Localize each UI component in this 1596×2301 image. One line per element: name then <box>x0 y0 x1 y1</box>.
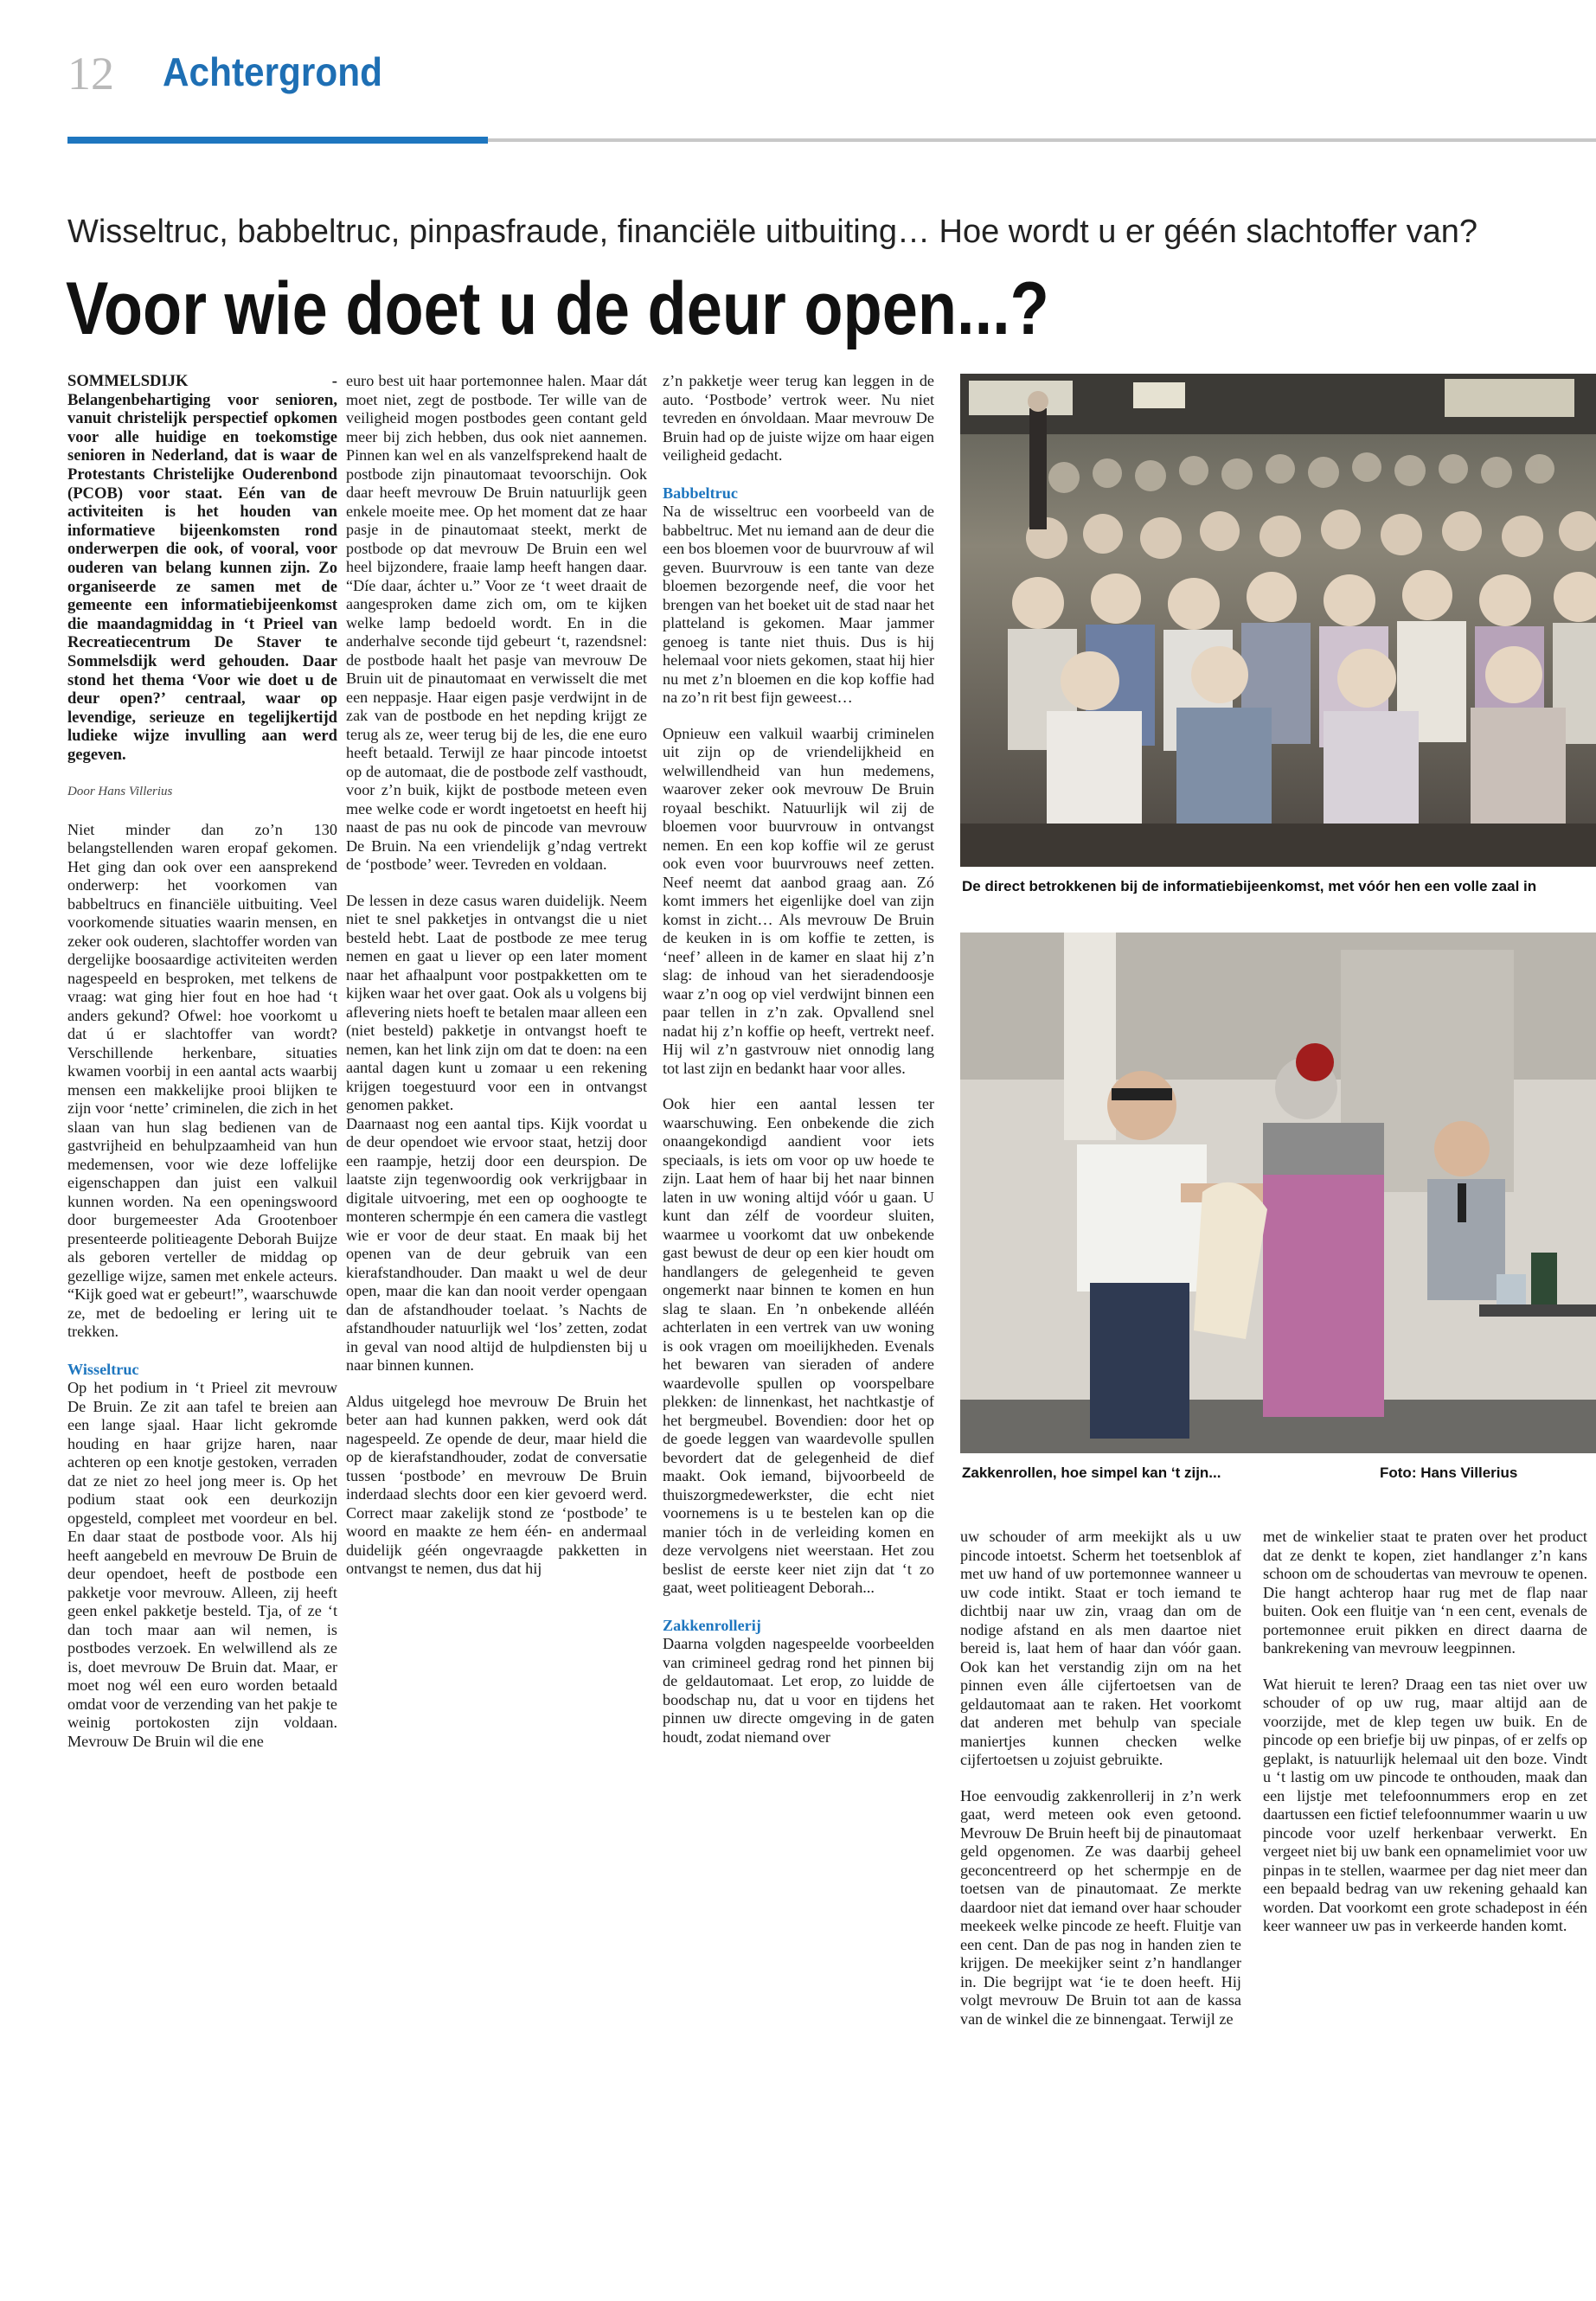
paragraph: Na de wisseltruc een voorbeeld van de babbeltruc. Met nu iemand aan de deur die een bos bloemen voor de buurvrouw af wil geven. Buurvrouw is een tante van deze bloemen bezorgende neef, die voor het brengen van het boeket uit de stad naar het platteland is gekomen. Maar jammer genoeg is tante niet thuis. Dus is hij helemaal voor niets gekomen, staat hij hier nu met z’n bloemen en die kop koffie had na zo’n rit best fijn geweest… <box>663 503 934 706</box>
article-column-2 <box>346 372 647 2275</box>
paragraph: Wat hieruit te leren? Draag een tas niet over uw schouder of op uw rug, maar altijd aan de voorzijde, met de klep tegen uw buik. En de pincode op een briefje bij uw pinpas, of er zelfs op geplakt, is natuurlijk helemaal uit den boze. Vindt u ‘t lastig om uw pincode te onthouden, maak dan een lijstje met telefoonnummers erop en zet daartussen een fictief telefoonnummer waarin u uw pincode voor uzelf herkenbaar verwerkt. En vergeet niet bij uw bank een opnamelimiet voor uw pinpas in te stellen, waarmee per dag niet meer dan een bepaald bedrag van uw rekening gehaald kan worden. Dat voorkomt een grote schadepost in één keer wanneer uw pas in verkeerde handen komt. <box>1263 1675 1587 1934</box>
page-number: 12 <box>67 48 114 99</box>
paragraph: Daarnaast nog een aantal tips. Kijk voordat u de deur opendoet wie ervoor staat, hetzij door een raampje, hetzij door een deurspion. De laatste zijn tegenwoordig ook verkrijgbaar in digitale uitvoering, met een op ooghoogte te monteren schermpje én een camera die vastlegt wie er voor de deur staat. En maak bij het openen van de deur gebruik van een kierafstandhouder. Dan maakt u wel de deur open, maar die kan dan nooit verder opengaan dan de afstandhouder toelaat. ’s Nachts de afstandhouder natuurlijk wel ‘los’ zetten, zodat in geval van nood altijd de hulpdiensten bij u naar binnen kunnen. <box>346 1114 647 1374</box>
photo-audience-caption: De direct betrokkenen bij de informatiebijeenkomst, met vóór hen een volle zaal in <box>962 879 1537 894</box>
article-column-1 <box>67 372 337 2275</box>
subhead-zakkenrollerij: Zakkenrollerij <box>663 1616 761 1634</box>
photo-audience-image <box>960 374 1596 867</box>
paragraph: De lessen in deze casus waren duidelijk. Neem niet te snel pakketjes in ontvangst die u niet besteld hebt. Laat de postbode ze mee terug nemen en gaat u liever op een later moment naar het afhaalpunt voor postpakketten om te kijken waar het over gaat. Ook als u volgens bij aflevering niets hoeft te betalen maar alleen een (niet besteld) pakketje in ontvangst hoeft te nemen, kan het link zijn om dat te doen: na een aantal dagen kunt u zomaar u een rekening krijgen toegestuurd voor een in ontvangst genomen pakket. <box>346 891 647 1113</box>
article-byline: Door Hans Villerius <box>67 785 173 799</box>
photo-credit: Foto: Hans Villerius <box>1380 1465 1518 1481</box>
paragraph: Hoe eenvoudig zakkenrollerij in z’n werk gaat, werd meteen ook even getoond. Mevrouw De Bruin heeft bij de pinautomaat geld opgenomen. Ze was daarbij geheel geconcentreerd op het schermpje en de toetsen van de pinautomaat. Ze merkte daardoor niet dat iemand over haar schouder meekeek welke pincode ze heeft. Fluitje van een cent. Dan de pas nog in handen zien te krijgen. De meekijker seint z’n handlanger in. Die begrijpt wat ‘ie te doen heeft. Hij volgt mevrouw De Bruin tot aan de kassa van de winkel die ze binnengaat. Terwijl ze <box>960 1786 1241 2028</box>
paragraph: Ook hier een aantal lessen ter waarschuwing. Een onbekende die zich onaangekondigd aandient voor iets speciaals, is iets om voor op uw hoede te zijn. Laat hem of haar bij het naar binnen laten in uw woning altijd vóór u gaan. U kunt dan zélf de voordeur sluiten, waarmee u voorkomt dat uw onbekende gast bewust de deur op een kier houdt om handlangers de gelegenheid te geven ongemerkt naar binnen te komen en hun slag te slaan. En ’n onbekende alléén achterlaten in een vertrek van uw woning is ook vragen om moeilijkheden. Evenals het bewaren van sieraden of andere waardevolle spullen op voorspelbare plekken: de linnenkast, het nachtkastje of het bergmeubel. Bovendien: door het op de goede leggen van waardevolle spullen bevordert dat de gelegenheid de dief maakt. Ook iemand, bijvoorbeeld de thuiszorgmedewerkster, die echt niet voornemens is u te bestelen kan op die manier tóch in de verleiding komen en deze vervolgens niet weerstaan. Het zou beslist de eerste keer niet zijn dat ‘t zo gaat, weet politieagent Deborah... <box>663 1095 934 1596</box>
photo-audience <box>960 374 1596 867</box>
article-lead: SOMMELSDIJK - Belangenbehartiging voor senioren, vanuit christelijk perspectief opkomen voor alle huidige en toekomstige senioren in Nederland, dat is waar de Protestants Christelijke Ouderenbond (PCOB) voor staat. Eén van de activiteiten is het houden van informatieve bijeenkomsten rond onderwerpen die ook, of vooral, voor ouderen van belang kunnen zijn. Zo organiseerde ze samen met de gemeente een informatiebijeenkomst die maandagmiddag in ‘t Prieel van Recreatiecentrum De Staver te Sommelsdijk werd gehouden. Daar stond het thema ‘Voor wie doet u de deur open?’ centraal, waar op levendige, serieuze en tegelijkertijd ludieke wijze invulling aan werd gegeven. <box>67 372 337 764</box>
paragraph: Opnieuw een valkuil waarbij criminelen uit zijn op de vriendelijkheid en welwillendheid van hun medemens, waarover zeker ook mevrouw De Bruin royaal beschikt. Natuurlijk wil zij de bloemen voor buurvrouw in ontvangst nemen. En een kop koffie wil ze gerust ook even voor buurvrouws neef zetten. Neef neemt dat aanbod graag aan. Zó komt immers het eigenlijke doel van zijn komst in zicht… Als mevrouw De Bruin de keuken in is om koffie te zetten, is ‘neef’ alleen in de kamer en slaat hij z’n slag: de inhoud van het sieradendoosje waar z’n oog op viel verdwijnt binnen een paar tellen in z’n zak. Opvallend snel nadat hij z’n koffie op heeft, vertrekt neef. Hij wil z’n gastvrouw niet onnodig lang tot last zijn en bedankt haar voor alles. <box>663 724 934 1077</box>
photo-pickpocket <box>960 933 1596 1453</box>
paragraph: Aldus uitgelegd hoe mevrouw De Bruin het beter aan had kunnen pakken, werd ook dát nagespeeld. Ze opende de deur, maar hield die op de kierafstandhouder, zodat de conversatie tussen ‘postbode’ en mevrouw De Bruin inderdaad slechts door een kier gevoerd werd. Correct maar zakelijk stond ze ‘postbode’ te woord en maakte ze hem één- en andermaal duidelijk géén ongevraagde pakketten in ontvangst te nemen, dus dat hij <box>346 1392 647 1577</box>
paragraph: euro best uit haar portemonnee halen. Maar dát moet niet, zegt de postbode. Ter wille van de veiligheid mogen postbodes geen contant geld meer bij zich hebben, dus ook niet aannemen. Pinnen kan wel en als vanzelfsprekend haalt de postbode zijn pinautomaat tevoorschijn. Ook daar heeft mevrouw De Bruin natuurlijk geen enkele moeite mee. Op het moment dat ze haar pasje in de pinautomaat steekt, merkt de postbode op dat mevrouw De Bruin een wel heel bijzondere, fraaie lamp heeft hangen daar. “Díe daar, áchter u.” Voor ze ‘t weet draait de aangesproken dame zich om, om te kijken welke lamp bedoeld wordt. En in die anderhalve seconde tijd gebeurt ‘t, razendsnel: de postbode haalt het pasje van mevrouw De Bruin uit de pinautomaat en verwisselt die met een neppasje. Haar eigen pasje verdwijnt in de zak van de postbode en het nepding krijgt ze terug als ze, weer terug bij de les, die ene euro heeft betaald. Terwijl ze haar pincode intoetst op de automaat, die de postbode zelf vasthoudt, voor z’n buik, kijkt de postbode meteen even mee welke code er wordt ingetoetst en heeft hij naast de pas nu ook de pincode van mevrouw De Bruin. Na een vriendelijk g’ndag vertrekt de ‘postbode’ weer. Tevreden en voldaan. <box>346 372 647 873</box>
article-kicker: Wisseltruc, babbeltruc, pinpasfraude, financiële uitbuiting… Hoe wordt u er géén slachtoffer van? <box>67 214 1477 250</box>
article-column-4 <box>960 1528 1241 2280</box>
article-column-3 <box>663 372 934 2275</box>
paragraph: uw schouder of arm meekijkt als u uw pincode intoetst. Scherm het toetsenblok af met uw hand of uw portemonnee wanneer u uw code intikt. Staat er toch iemand te dichtbij naar uw zin, vraag dan om de nodige afstand en als men daartoe niet bereid is, laat hem of haar dan vóór gaan. Ook kan het verstandig zijn om na het pinnen even álle cijfertoetsen van de geldautomaat aan te raken. Het voorkomt dat anderen met behulp van speciale maniertjes kunnen checken welke cijfertoetsen u zojuist gebruikte. <box>960 1528 1241 1768</box>
paragraph: z’n pakketje weer terug kan leggen in de auto. ‘Postbode’ vertrok weer. Nu niet tevreden en ónvoldaan. Maar mevrouw De Bruin had op de juiste wijze om haar eigen veiligheid gedacht. <box>663 372 934 464</box>
article-headline: Voor wie doet u de deur open...? <box>66 267 1049 350</box>
paragraph: met de winkelier staat te praten over het product dat ze denkt te kopen, ziet handlanger z’n kans schoon om de schoudertas van mevrouw te openen. Die hangt achterop haar rug met de flap naar buiten. Ook een fluitje van ‘n een cent, evenals de portemonnee eruit pikken en direct daarna de bankrekening van mevrouw leegpinnen. <box>1263 1528 1587 1657</box>
paragraph: Op het podium in ‘t Prieel zit mevrouw De Bruin. Ze zit aan tafel te breien aan een lange sjaal. Haar licht gekromde houding en haar grijze haren, naar achteren op een knotje gestoken, verraden dat ze niet zo heel jong meer is. Op het podium staat ook een deurkozijn opgesteld, compleet met voordeur en bel. En daar staat de postbode voor. Als hij heeft aangebeld en mevrouw De Bruin de deur opendoet, heeft de postbode een pakketje voor mevrouw. Alleen, zij heeft geen enkel pakketje besteld. Tja, of ze ‘t dan toch maar aan wil nemen, is postbodes verzoek. En welwillend als ze is, doet mevrouw De Bruin dat. Maar, er moet nog wél een euro worden betaald omdat voor de verzending van het pakje te weinig portokosten zijn voldaan. Mevrouw De Bruin wil die ene <box>67 1379 337 1750</box>
photo-pickpocket-image <box>960 933 1596 1453</box>
paragraph: Daarna volgden nagespeelde voorbeelden van crimineel gedrag rond het pinnen bij de geldautomaat. Let erop, zo luidde de boodschap nu, dat u voor en tijdens het pinnen uw directe omgeving in de gaten houdt, zodat niemand over <box>663 1635 934 1746</box>
subhead-wisseltruc: Wisseltruc <box>67 1360 139 1378</box>
photo-pickpocket-caption: Zakkenrollen, hoe simpel kan ‘t zijn... <box>962 1465 1221 1481</box>
header-rule-accent <box>67 137 488 144</box>
header-rule <box>488 138 1596 142</box>
section-title: Achtergrond <box>163 49 382 94</box>
paragraph: Niet minder dan zo’n 130 belangstellenden waren eropaf gekomen. Het ging dan ook over een aansprekend onderwerp: het voorkomen van babbeltrucs en financiële uitbuiting. Veel voorkomende situaties waarin mensen, en zeker ook ouderen, slachtoffer worden van dergelijke boosaardige activiteiten werden nagespeeld en besproken, met telkens de vraag: wat ging hier fout en hoe had ‘t anders gekund? Ofwel: hoe voorkomt u dat ú er slachtoffer van wordt? Verschillende herkenbare, situaties kwamen voorbij in een aantal acts waarbij mensen een makkelijke prooi blijken te zijn voor ‘nette’ criminelen, die zich in het slaan van hun slag bedienen van de gastvrijheid en behulpzaamheid van hun medemensen, voor wie deze loffelijke eigenschappen dan juist een valkuil kunnen worden. Na een openingswoord door burgemeester Ada Grootenboer presenteerde politieagente Deborah Buijze als geboren verteller de middag op gezellige wijze, samen met enkele acteurs. “Kijk goed wat er gebeurt!”, waarschuwde ze, met de bedoeling er lering uit te trekken. <box>67 820 337 1341</box>
article-column-5 <box>1263 1528 1587 2280</box>
subhead-babbeltruc: Babbeltruc <box>663 484 738 502</box>
